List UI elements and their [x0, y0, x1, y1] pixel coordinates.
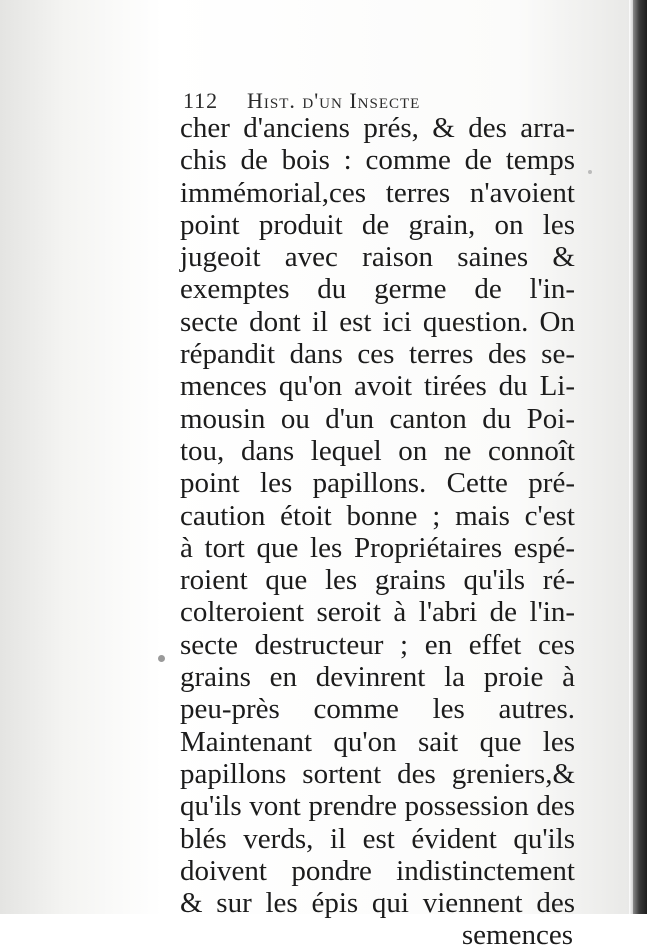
- text-line: secte dont il est ici question. On: [180, 305, 575, 338]
- text-line: & sur les épis qui viennent des: [180, 887, 575, 920]
- text-line: papillons sortent des greniers,&: [180, 757, 575, 790]
- text-line: tou, dans lequel on ne connoît: [180, 434, 575, 467]
- text-line: point produit de grain, on les: [180, 208, 575, 241]
- text-line: roient que les grains qu'ils ré-: [180, 564, 575, 597]
- text-line: chis de bois : comme de temps: [180, 144, 575, 177]
- text-line: qu'ils vont prendre possession des: [180, 790, 575, 823]
- text-line: caution étoit bonne ; mais c'est: [180, 499, 575, 532]
- paper-speck: [158, 655, 165, 662]
- paper-speck: [588, 170, 592, 174]
- text-line: secte destructeur ; en effet ces: [180, 628, 575, 661]
- text-line: exemptes du germe de l'in-: [180, 273, 575, 306]
- text-line: à tort que les Propriétaires espé-: [180, 531, 575, 564]
- text-line: Maintenant qu'on sait que les: [180, 725, 575, 758]
- running-title: Hist. d'un Insecte: [247, 88, 421, 113]
- book-spine: [633, 0, 647, 914]
- text-line: blés verds, il est évident qu'ils: [180, 822, 575, 855]
- text-line: immémorial,ces terres n'avoient: [180, 176, 575, 209]
- text-line: doivent pondre indistinctement: [180, 854, 575, 887]
- text-line: point les papillons. Cette pré-: [180, 467, 575, 500]
- running-header: [183, 88, 543, 114]
- catchword: semences: [461, 919, 573, 952]
- text-line: cher d'anciens prés, & des arra-: [180, 112, 575, 144]
- text-line: peu-près comme les autres.: [180, 693, 575, 726]
- text-line: mousin ou d'un canton du Poi-: [180, 402, 575, 435]
- text-line: colteroient seroit à l'abri de l'in-: [180, 596, 575, 629]
- text-line: grains en devinrent la proie à: [180, 661, 575, 694]
- text-line: répandit dans ces terres des se-: [180, 338, 575, 371]
- text-line: jugeoit avec raison saines &: [180, 241, 575, 274]
- page-number: 112: [183, 88, 219, 113]
- body-text: [180, 112, 575, 952]
- text-line: mences qu'on avoit tirées du Li-: [180, 370, 575, 403]
